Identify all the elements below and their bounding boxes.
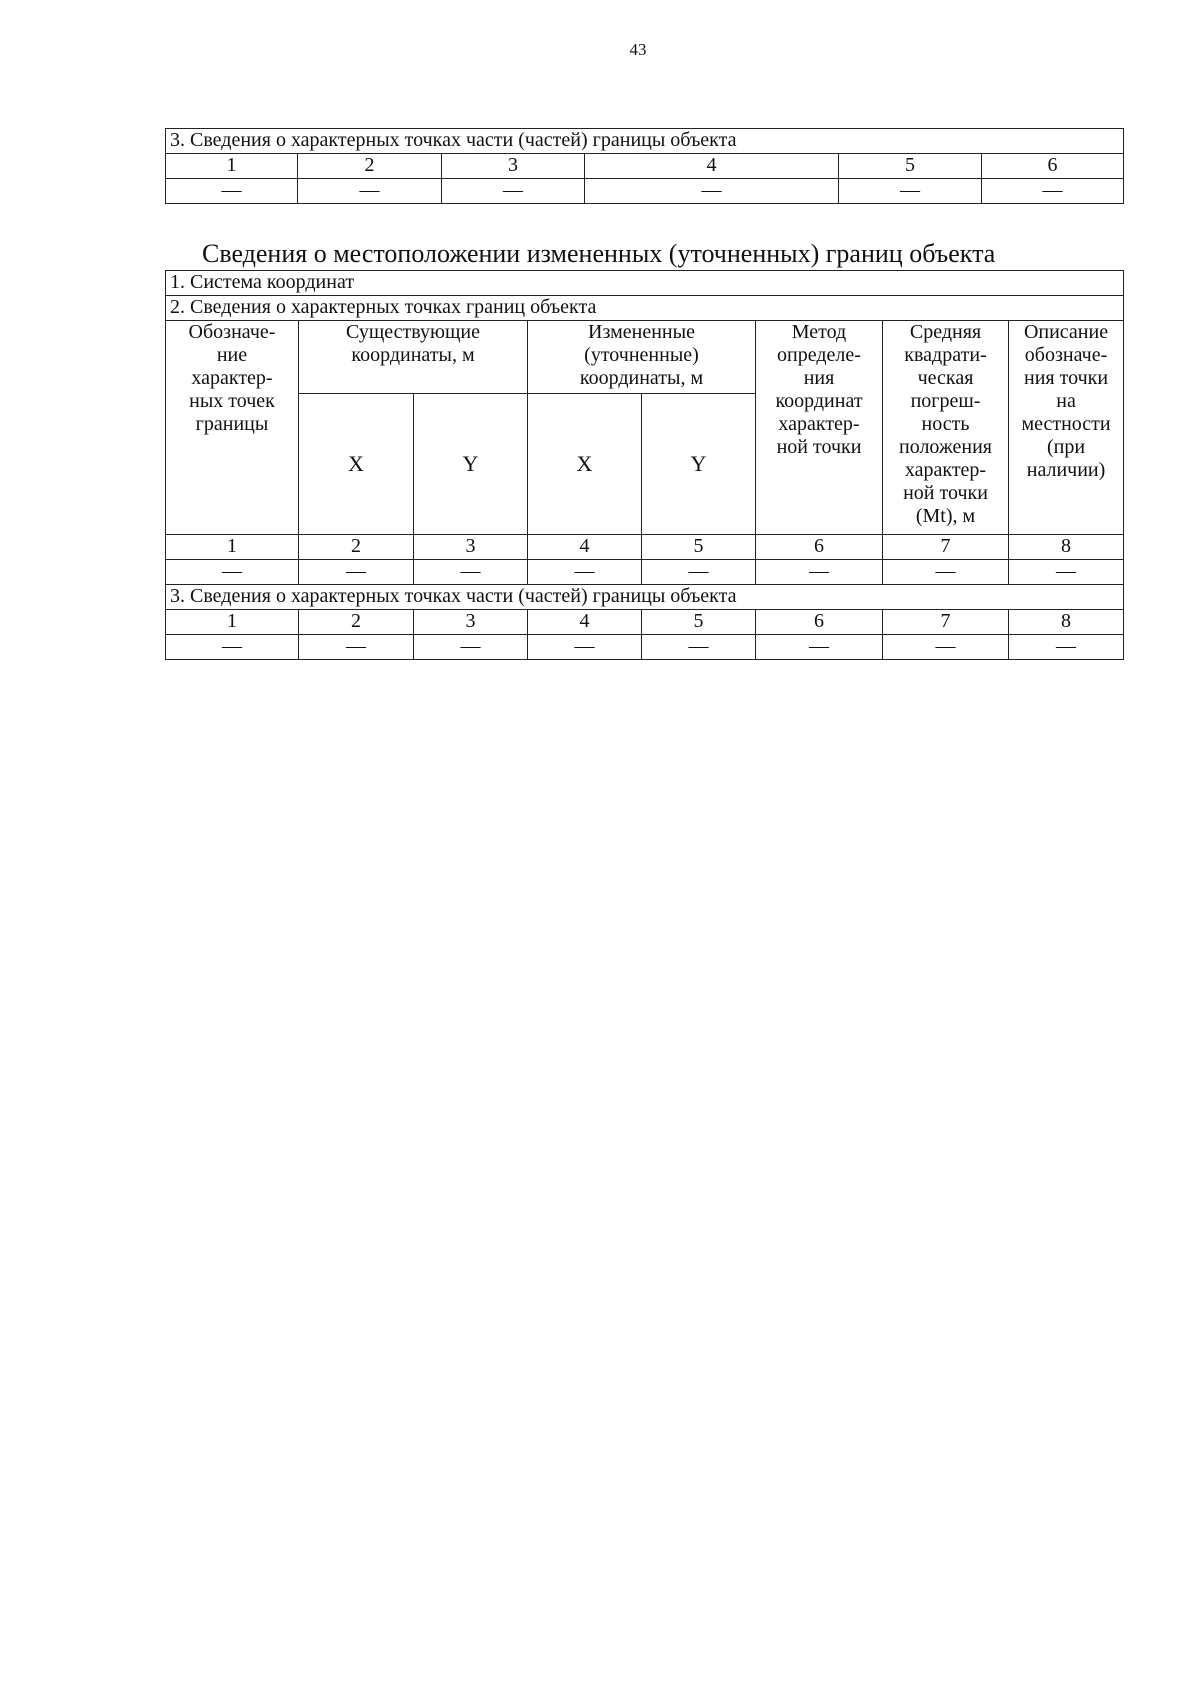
column-number: 5 — [642, 535, 756, 560]
column-number: 6 — [756, 535, 883, 560]
column-number: 7 — [883, 610, 1009, 635]
cell-value: — — [756, 635, 883, 660]
cell-value: — — [414, 635, 528, 660]
column-number: 7 — [883, 535, 1009, 560]
cell-value: — — [883, 635, 1009, 660]
cell-value: — — [528, 560, 642, 585]
header-method: Метод определе- ния координат характер- ной точки — [756, 321, 883, 535]
cell-value: — — [839, 179, 982, 204]
cell-value: — — [528, 635, 642, 660]
column-number: 3 — [442, 154, 585, 179]
cell-value: — — [642, 635, 756, 660]
header-existing-y: Y — [414, 394, 528, 535]
column-number: 5 — [642, 610, 756, 635]
cell-value: — — [414, 560, 528, 585]
cell-value: — — [756, 560, 883, 585]
cell-value: — — [299, 635, 414, 660]
column-number: 2 — [299, 535, 414, 560]
column-numbers-row — [166, 610, 1124, 635]
cell-value: — — [883, 560, 1009, 585]
column-number: 2 — [299, 610, 414, 635]
coordinate-system-row: 1. Система координат — [166, 271, 1124, 296]
characteristic-points-part-table — [165, 128, 1124, 204]
header-changed-coordinates: Измененные (уточненные) координаты, м — [528, 321, 756, 394]
column-number: 1 — [166, 154, 298, 179]
cell-value: — — [299, 560, 414, 585]
column-numbers-row — [166, 154, 1124, 179]
column-number: 1 — [166, 535, 299, 560]
column-numbers-row — [166, 535, 1124, 560]
column-number: 6 — [982, 154, 1124, 179]
changed-boundaries-table — [165, 270, 1124, 660]
header-changed-y: Y — [642, 394, 756, 535]
column-number: 8 — [1009, 610, 1124, 635]
column-number: 5 — [839, 154, 982, 179]
cell-value: — — [166, 179, 298, 204]
cell-value: — — [585, 179, 839, 204]
header-description: Описание обозначе- ния точки на местности (при наличии) — [1009, 321, 1124, 535]
column-number: 4 — [528, 535, 642, 560]
page-number: 43 — [629, 40, 647, 59]
column-number: 4 — [528, 610, 642, 635]
section3-title: 3. Сведения о характерных точках части (частей) границы объекта — [166, 585, 1124, 610]
cell-value: — — [442, 179, 585, 204]
cell-value: — — [298, 179, 442, 204]
column-number: 2 — [298, 154, 442, 179]
column-number: 1 — [166, 610, 299, 635]
column-number: 3 — [414, 535, 528, 560]
section3-title: 3. Сведения о характерных точках части (частей) границы объекта — [166, 129, 1124, 154]
cell-value: — — [166, 560, 299, 585]
cell-value: — — [1009, 635, 1124, 660]
table-row — [166, 635, 1124, 660]
header-changed-x: X — [528, 394, 642, 535]
table-row — [166, 179, 1124, 204]
cell-value: — — [982, 179, 1124, 204]
main-title: Сведения о местоположении измененных (уточненных) границ объекта — [202, 239, 996, 268]
header-mean-error: Средняя квадрати- ческая погреш- ность положения характер- ной точки (Mt), м — [883, 321, 1009, 535]
header-existing-x: X — [299, 394, 414, 535]
cell-value: — — [1009, 560, 1124, 585]
boundary-points-title: 2. Сведения о характерных точках границ объекта — [166, 296, 1124, 321]
cell-value: — — [642, 560, 756, 585]
cell-value: — — [166, 635, 299, 660]
header-designation: Обозначе- ние характер- ных точек границы — [166, 321, 299, 535]
column-number: 3 — [414, 610, 528, 635]
column-number: 8 — [1009, 535, 1124, 560]
column-number: 4 — [585, 154, 839, 179]
header-existing-coordinates: Существующие координаты, м — [299, 321, 528, 394]
table-row — [166, 560, 1124, 585]
column-number: 6 — [756, 610, 883, 635]
